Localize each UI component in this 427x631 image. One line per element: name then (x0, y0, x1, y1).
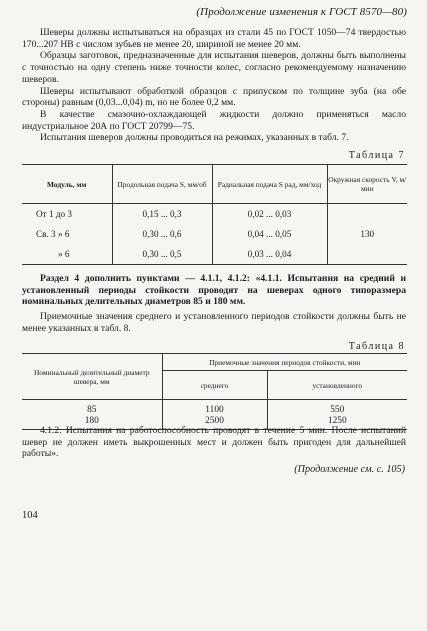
column-header-diameter: Номинальный делительный диаметр шевера, мм (22, 354, 162, 400)
continuation-note: (Продолжение см. с. 105) (294, 464, 405, 475)
cell-diameter: 85 (87, 405, 97, 415)
column-header-module: Модуль, мм (22, 165, 112, 204)
cell-longitudinal: 0,30 ... 0,6 (112, 224, 212, 244)
cell-radial: 0,02 ... 0,03 (212, 204, 327, 225)
section-4-text (22, 273, 406, 335)
column-header-longitudinal-feed: Продольная подача S, мм/об (112, 165, 212, 204)
page-header: (Продолжение изменения к ГОСТ 8570—80) (196, 6, 407, 18)
table-row (22, 400, 407, 417)
page-number: 104 (22, 510, 38, 521)
paragraph: Образцы заготовок, предназначенные для испытания шеверов, должны быть выполнены с точностью на одну степень ниже точности колес, согласно рекомендуемому назначению шеверов. (22, 50, 406, 85)
cell-mean: 2500 (162, 416, 267, 430)
cell-radial: 0,04 ... 0,05 (212, 224, 327, 244)
cell-established: 1250 (267, 416, 407, 430)
paragraph: Приемочные значения среднего и установленного периодов стойкости должны быть не менее указанных в табл. 8. (22, 311, 406, 334)
column-header-speed: Окружная скорость V, м/мин (327, 165, 407, 204)
paragraph: Шеверы должны испытываться на образцах из стали 45 по ГОСТ 1050—74 твердостью 170...207 НВ с числом зубьев не менее 20, шириной не менее 20 мм. (22, 27, 406, 50)
table-7-caption: Таблица 7 (348, 150, 405, 161)
paragraph: Испытания шеверов должны проводиться на режимах, указанных в табл. 7. (40, 132, 349, 144)
table-8 (22, 353, 407, 430)
cell-mean: 1100 (162, 400, 267, 417)
paragraph: Шеверы испытывают обработкой образцов с припуском по толщине зуба (на обе стороны) равным (0,03...0,04) m, но не более 0,2 мм. (22, 85, 406, 109)
column-header-group: Приемочные значения периодов стойкости, мин (162, 354, 407, 371)
intro-text (22, 27, 406, 144)
cell-longitudinal: 0,30 ... 0,5 (112, 244, 212, 265)
cell-module: Св. 3 » 6 (36, 229, 70, 239)
table-7-header-row (22, 165, 407, 204)
column-header-mean: среднего (162, 371, 267, 400)
cell-radial: 0,03 ... 0,04 (212, 244, 327, 265)
table-7 (22, 164, 407, 265)
table-8-header-row (22, 354, 407, 371)
cell-diameter: 180 (22, 416, 162, 430)
column-header-radial-feed: Радиальная подача S рад, мм/ход (212, 165, 327, 204)
paragraph: 4.1.2. Испытания на работоспособность проводят в течение 5 мин. После испытаний шевер не должен иметь выкрошенных мест и должен быть пригоден для дальнейшей работы». (22, 425, 406, 460)
cell-longitudinal: 0,15 ... 0,3 (112, 204, 212, 225)
table-row (22, 204, 407, 225)
cell-speed: 130 (327, 204, 407, 265)
table-8-caption: Таблица 8 (348, 341, 405, 352)
cell-module: » 6 (22, 244, 112, 265)
cell-established: 550 (267, 400, 407, 417)
cell-module: От 1 до 3 (36, 209, 72, 219)
paragraph: Раздел 4 дополнить пунктами — 4.1.1, 4.1.2: «4.1.1. Испытания на средний и установленный периоды стойкости проводят на шеверах одного типоразмера номинальных делительных диаметров 85 и 180 мм. (22, 273, 406, 308)
section-4-1-2-text (22, 425, 406, 460)
column-header-established: установленного (267, 371, 407, 400)
paragraph: В качестве смазочно-охлаждающей жидкости должно применяться масло индустриальное 20А по ГОСТ 20799—75. (22, 108, 406, 132)
